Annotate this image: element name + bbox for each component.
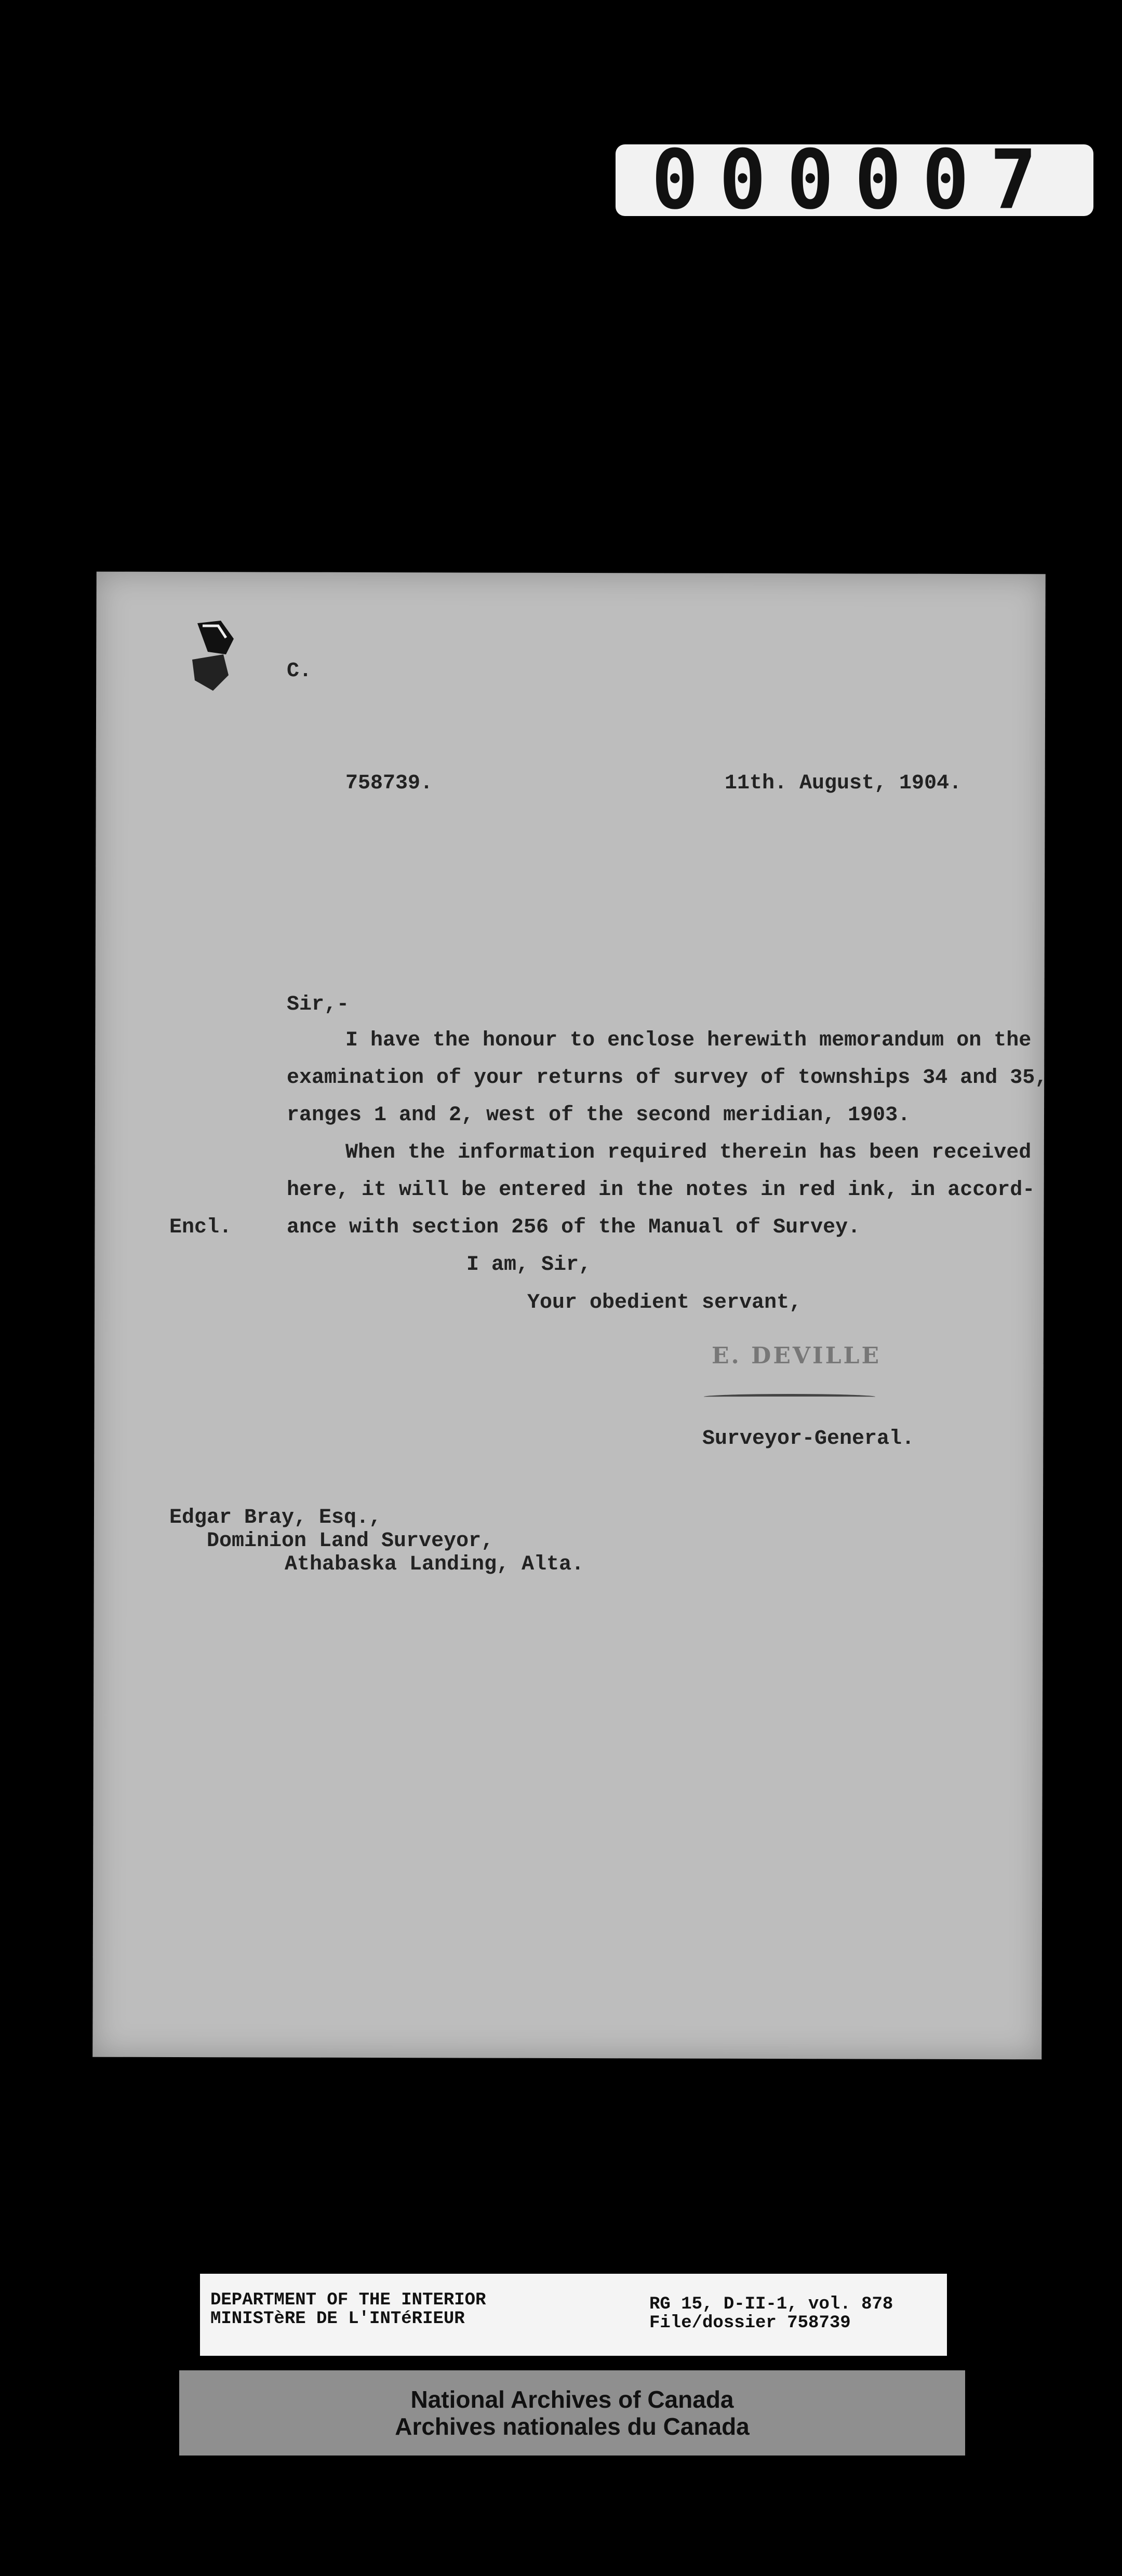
addressee-line: Dominion Land Surveyor,: [207, 1530, 494, 1553]
frame-number: 000007: [651, 132, 1058, 228]
record-group-ref: RG 15, D-II-1, vol. 878: [649, 2295, 893, 2314]
file-ref: File/dossier 758739: [649, 2313, 851, 2333]
signature-stamp: E. DEVILLE: [712, 1343, 881, 1369]
body-line: examination of your returns of survey of townships 34 and 35,: [287, 1066, 1048, 1090]
addressee-line: Edgar Bray, Esq.,: [169, 1506, 382, 1530]
archives-name-en: National Archives of Canada: [410, 2386, 734, 2413]
closing-line: I am, Sir,: [466, 1253, 592, 1277]
body-line: When the information required therein has been received: [345, 1141, 1032, 1164]
letter-date: 11th. August, 1904.: [725, 772, 962, 795]
letter-mark: C.: [287, 660, 312, 683]
department-en: DEPARTMENT OF THE INTERIOR: [210, 2290, 486, 2310]
department-fr: MINISTèRE DE L'INTéRIEUR: [210, 2309, 465, 2329]
file-number: 758739.: [345, 772, 433, 795]
signature-title: Surveyor-General.: [702, 1427, 915, 1451]
archive-label: [200, 2274, 947, 2356]
archives-name-fr: Archives nationales du Canada: [395, 2413, 750, 2440]
body-line: ance with section 256 of the Manual of Survey.: [287, 1216, 861, 1239]
frame-counter: [616, 132, 1093, 228]
archives-banner: [179, 2370, 965, 2456]
body-line: I have the honour to enclose herewith memorandum on the: [345, 1029, 1032, 1052]
addressee-line: Athabaska Landing, Alta.: [285, 1553, 584, 1576]
salutation: Sir,-: [287, 993, 350, 1016]
body-line: ranges 1 and 2, west of the second meridian, 1903.: [287, 1104, 911, 1127]
body-line: here, it will be entered in the notes in red ink, in accord-: [287, 1178, 1035, 1202]
punch-hole-mark: [177, 618, 239, 696]
signature-underline: [704, 1394, 875, 1400]
margin-note: Encl.: [169, 1216, 232, 1239]
closing-line: Your obedient servant,: [527, 1291, 802, 1314]
